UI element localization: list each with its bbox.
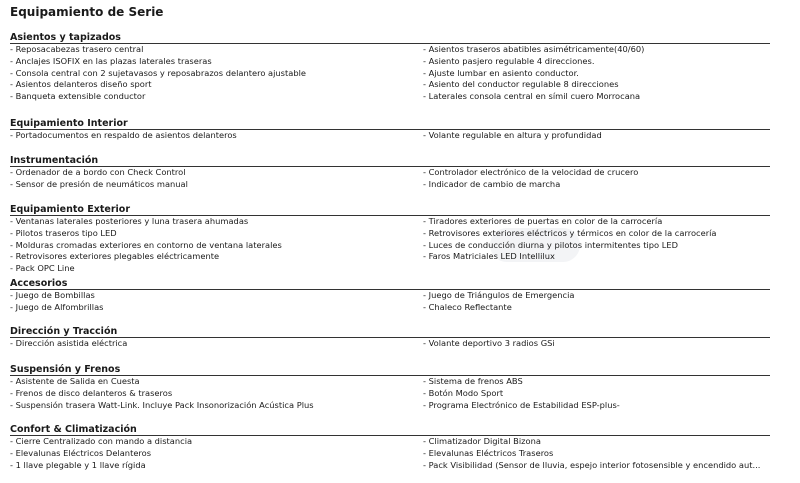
left-item: - Anclajes ISOFIX en las plazas laterales traseras (10, 55, 212, 66)
left-item: - Suspensión trasera Watt-Link. Incluye Pack Insonorización Acústica Plus (10, 399, 314, 410)
left-item: - Frenos de disco delanteros & traseros (10, 387, 173, 398)
section (10, 326, 770, 350)
list-item (10, 388, 770, 400)
left-item: - 1 llave plegable y 1 llave rígida (10, 459, 146, 470)
section (10, 424, 770, 471)
right-item: - Pack Visibilidad (Sensor de lluvia, espejo interior fotosensible y encendido aut... (423, 459, 761, 470)
section-title: Equipamiento Interior (10, 118, 128, 129)
section-title: Asientos y tapizados (10, 32, 121, 43)
right-item: - Juego de Triángulos de Emergencia (423, 290, 575, 300)
list-item (10, 376, 770, 388)
list-item (10, 448, 770, 460)
left-item: - Retrovisores exteriores plegables eléctricamente (10, 251, 220, 262)
list-item (10, 400, 770, 412)
section-rows (10, 216, 770, 275)
right-item: - Retrovisores exteriores eléctricos y térmicos en color de la carrocería (423, 227, 717, 238)
left-item: - Dirección asistida eléctrica (10, 338, 128, 348)
section-rows (10, 44, 770, 103)
left-item: - Sensor de presión de neumáticos manual (10, 178, 188, 189)
left-item: - Pilotos traseros tipo LED (10, 227, 117, 238)
left-item: - Ordenador de a bordo con Check Control (10, 167, 186, 177)
list-item (10, 302, 770, 314)
section (10, 364, 770, 411)
list-item (10, 436, 770, 448)
section (10, 278, 770, 314)
left-item: - Asistente de Salida en Cuesta (10, 376, 140, 386)
section-title: Dirección y Tracción (10, 326, 118, 337)
left-item: - Pack OPC Line (10, 263, 75, 274)
left-item: - Juego de Alfombrillas (10, 301, 104, 312)
right-item: - Volante deportivo 3 radios GSi (423, 338, 555, 348)
section (10, 118, 770, 142)
list-item (10, 179, 770, 191)
list-item (10, 290, 770, 302)
right-item: - Botón Modo Sport (423, 387, 504, 398)
right-item: - Volante regulable en altura y profundidad (423, 130, 602, 140)
left-item: - Molduras cromadas exteriores en contorno de ventana laterales (10, 239, 282, 250)
list-item (10, 167, 770, 179)
left-item: - Asientos delanteros diseño sport (10, 79, 152, 90)
list-item (10, 91, 770, 103)
right-item: - Faros Matriciales LED Intellilux (423, 251, 555, 262)
right-item: - Chaleco Reflectante (423, 301, 512, 312)
right-item: - Climatizador Digital Bizona (423, 436, 541, 446)
list-item (10, 216, 770, 228)
section-rows (10, 436, 770, 471)
page-title: Equipamiento de Serie (10, 5, 164, 19)
list-item (10, 56, 770, 68)
right-item: - Controlador electrónico de la velocidad de crucero (423, 167, 639, 177)
left-item: - Juego de Bombillas (10, 290, 95, 300)
left-item: - Cierre Centralizado con mando a distancia (10, 436, 193, 446)
right-item: - Asiento del conductor regulable 8 direcciones (423, 79, 619, 90)
list-item (10, 79, 770, 91)
list-item (10, 460, 770, 472)
section-title: Accesorios (10, 278, 68, 289)
right-item: - Tiradores exteriores de puertas en color de la carrocería (423, 216, 663, 226)
left-item: - Ventanas laterales posteriores y luna trasera ahumadas (10, 216, 249, 226)
list-item (10, 338, 770, 350)
list-item (10, 130, 770, 142)
list-item (10, 251, 770, 263)
list-item (10, 263, 770, 275)
section-rows (10, 130, 770, 142)
right-item: - Programa Electrónico de Estabilidad ESP-plus- (423, 399, 620, 410)
list-item (10, 240, 770, 252)
right-item: - Ajuste lumbar en asiento conductor. (423, 67, 579, 78)
left-item: - Elevalunas Eléctricos Delanteros (10, 447, 152, 458)
list-item (10, 228, 770, 240)
right-item: - Elevalunas Eléctricos Traseros (423, 447, 554, 458)
section-title: Suspensión y Frenos (10, 364, 121, 375)
list-item (10, 44, 770, 56)
section (10, 155, 770, 191)
section-title: Instrumentación (10, 155, 99, 166)
right-item: - Asiento pasjero regulable 4 direcciones. (423, 55, 595, 66)
section-rows (10, 338, 770, 350)
section-rows (10, 290, 770, 314)
left-item: - Banqueta extensible conductor (10, 91, 146, 102)
section-title: Equipamiento Exterior (10, 204, 131, 215)
section-title: Confort & Climatización (10, 424, 137, 435)
section (10, 32, 770, 103)
section-rows (10, 376, 770, 411)
right-item: - Asientos traseros abatibles asimétricamente(40/60) (423, 44, 645, 54)
right-item: - Sistema de frenos ABS (423, 376, 523, 386)
left-item: - Reposacabezas trasero central (10, 44, 144, 54)
section-rows (10, 167, 770, 191)
section (10, 204, 770, 275)
right-item: - Indicador de cambio de marcha (423, 178, 561, 189)
left-item: - Consola central con 2 sujetavasos y reposabrazos delantero ajustable (10, 67, 307, 78)
left-item: - Portadocumentos en respaldo de asientos delanteros (10, 130, 237, 140)
right-item: - Luces de conducción diurna y pilotos intermitentes tipo LED (423, 239, 678, 250)
right-item: - Laterales consola central en símil cuero Morrocana (423, 91, 641, 102)
list-item (10, 68, 770, 80)
